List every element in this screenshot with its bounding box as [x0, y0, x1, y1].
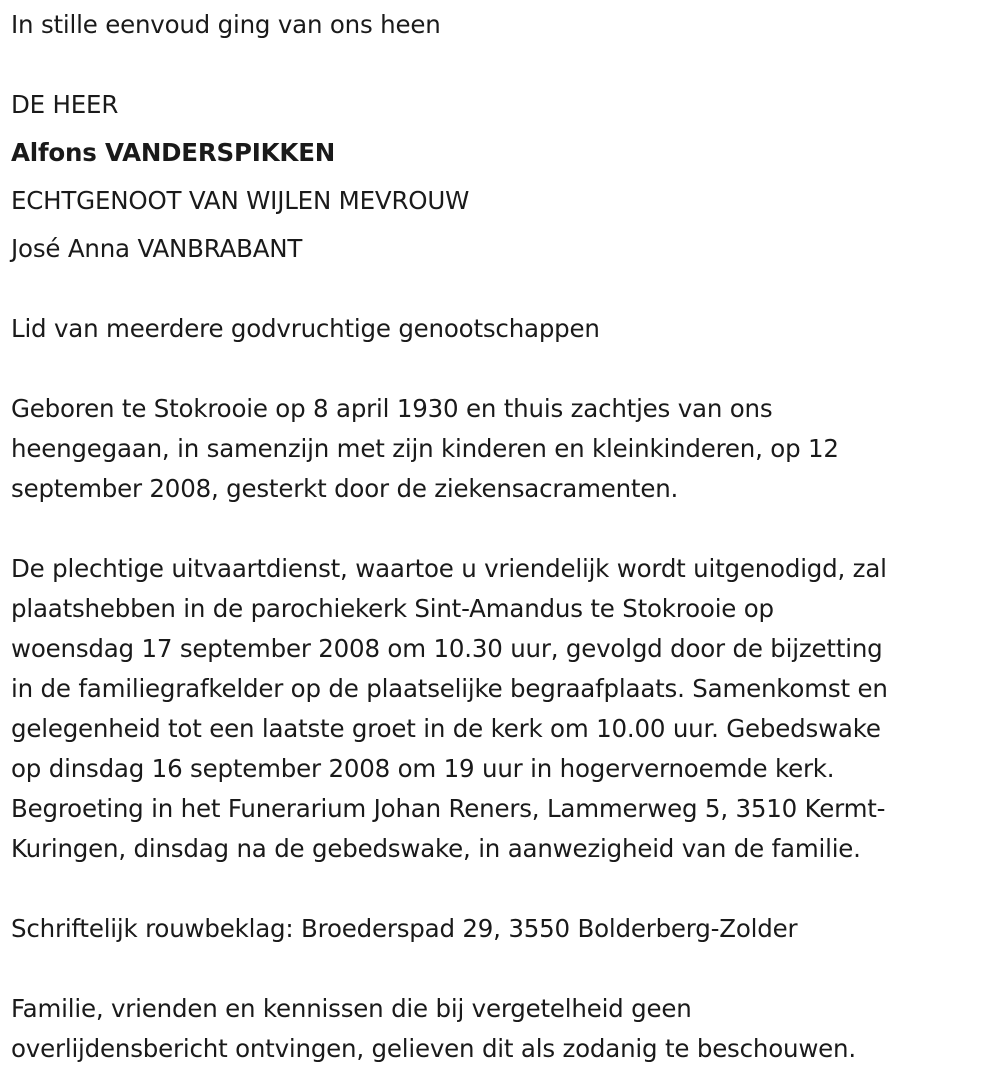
deceased-name: Alfons VANDERSPIKKEN	[11, 138, 336, 167]
condolence-address: Schriftelijk rouwbeklag: Broederspad 29, 3550 Bolderberg-Zolder	[11, 914, 798, 943]
paragraph-line: Geboren te Stokrooie op 8 april 1930 en thuis zachtjes van ons	[11, 394, 773, 423]
relation-line: ECHTGENOOT VAN WIJLEN MEVROUW	[11, 186, 470, 215]
paragraph-line: plaatshebben in de parochiekerk Sint-Amandus te Stokrooie op	[11, 594, 774, 623]
spouse-name: José Anna VANBRABANT	[11, 234, 303, 263]
paragraph-line: in de familiegrafkelder op de plaatselijke begraafplaats. Samenkomst en	[11, 674, 888, 703]
paragraph-line: Familie, vrienden en kennissen die bij vergetelheid geen	[11, 994, 692, 1023]
funeral-paragraph	[11, 549, 991, 869]
paragraph-line: De plechtige uitvaartdienst, waartoe u vriendelijk wordt uitgenodigd, zal	[11, 554, 887, 583]
closing-paragraph	[11, 989, 991, 1069]
paragraph-line: september 2008, gesterkt door de ziekensacramenten.	[11, 474, 679, 503]
paragraph-line: woensdag 17 september 2008 om 10.30 uur, gevolgd door de bijzetting	[11, 634, 883, 663]
paragraph-line: gelegenheid tot een laatste groet in de kerk om 10.00 uur. Gebedswake	[11, 714, 881, 743]
membership-line: Lid van meerdere godvruchtige genootschappen	[11, 314, 600, 343]
paragraph-line: Kuringen, dinsdag na de gebedswake, in aanwezigheid van de familie.	[11, 834, 861, 863]
paragraph-line: overlijdensbericht ontvingen, gelieven dit als zodanig te beschouwen.	[11, 1034, 856, 1063]
paragraph-line: heengegaan, in samenzijn met zijn kinderen en kleinkinderen, op 12	[11, 434, 839, 463]
paragraph-line: Begroeting in het Funerarium Johan Reners, Lammerweg 5, 3510 Kermt-	[11, 794, 886, 823]
paragraph-line: op dinsdag 16 september 2008 om 19 uur in hogervernoemde kerk.	[11, 754, 835, 783]
intro-line: In stille eenvoud ging van ons heen	[11, 10, 441, 39]
birth-death-paragraph	[11, 389, 991, 509]
title-line: DE HEER	[11, 90, 119, 119]
